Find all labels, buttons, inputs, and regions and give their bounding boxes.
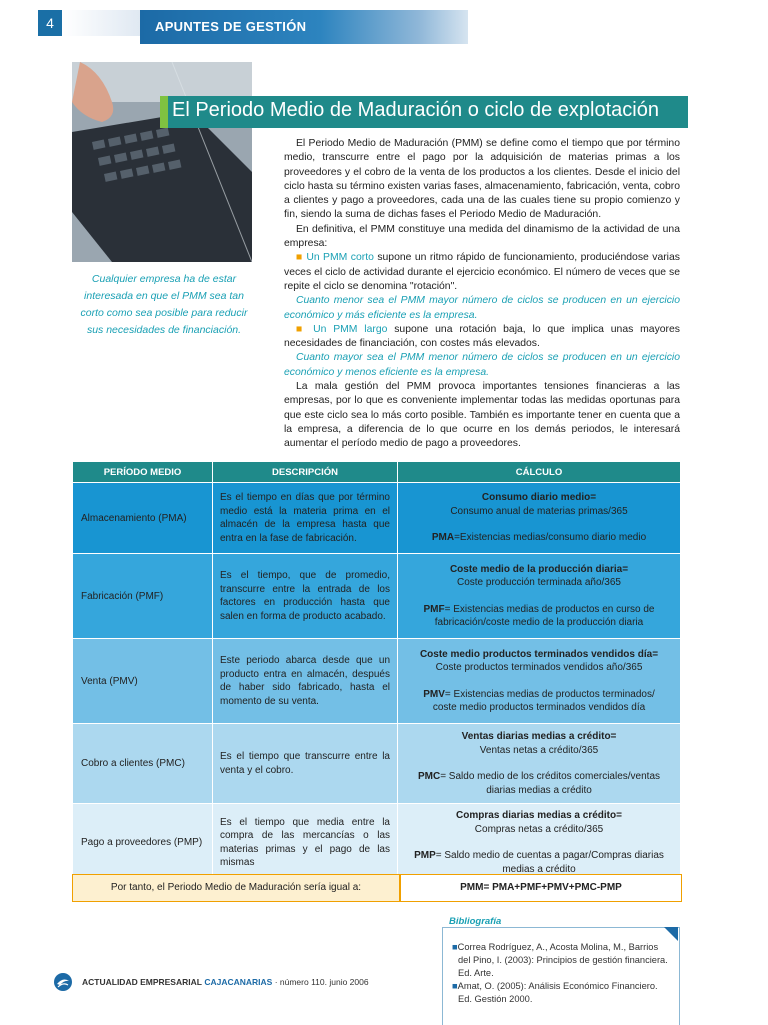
header-description: DESCRIPCIÓN <box>213 462 398 483</box>
calc-line: Coste productos terminados vendidos año/365 <box>435 662 643 673</box>
magazine-name: ACTUALIDAD EMPRESARIAL <box>82 977 202 987</box>
calc-title: Coste medio de la producción diaria= <box>449 563 629 575</box>
keyboard-hand-photo <box>72 62 252 262</box>
paragraph: En definitiva, el PMM constituye una medida del dinamismo de la actividad de una empresa: <box>284 223 680 250</box>
header-bar-left <box>62 10 142 36</box>
calc-formula: =Existencias medias/consumo diario medio <box>454 532 647 544</box>
description-cell: Este periodo abarca desde que un producto entra en almacén, después de haber sido fabricado, hasta el momento de su venta. <box>213 639 398 724</box>
summary-label: Por tanto, el Periodo Medio de Maduración sería igual a: <box>72 874 400 902</box>
table-row <box>73 804 681 882</box>
calculation-cell <box>398 483 681 554</box>
calc-title: Compras diarias medias a crédito= <box>456 810 622 821</box>
table-row <box>73 724 681 804</box>
calc-title: Ventas diarias medias a crédito= <box>461 731 617 742</box>
calc-formula: = Saldo medio de los créditos comerciales/ventas diarias medias a crédito <box>440 771 661 796</box>
header-calculation: CÁLCULO <box>398 462 681 483</box>
description-cell: Es el tiempo en días que por término medio está la materia prima en el almacén de la empresa hasta que entra en la fase de fabricación. <box>213 483 398 554</box>
description-cell: Es el tiempo, que de promedio, transcurre entre la entrada de los factores en producción hasta que salen en forma de producto acabado. <box>213 554 398 639</box>
calc-abbr: PMA <box>431 532 455 544</box>
bibliography-item: ■Correa Rodríguez, A., Acosta Molina, M., Barrios del Pino, I. (2003): Principios de gestión financiera. Ed. Arte. <box>452 942 668 978</box>
calc-abbr: PMP <box>414 850 436 861</box>
bullet-note: Cuanto menor sea el PMM mayor número de ciclos se producen en un ejercicio económico y más eficiente es la empresa. <box>284 295 680 321</box>
description-cell: Es el tiempo que transcurre entre la venta y el cobro. <box>213 724 398 804</box>
period-cell: Pago a proveedores (PMP) <box>73 804 213 882</box>
table-header-row <box>73 462 681 483</box>
calc-formula: = Saldo medio de cuentas a pagar/Compras diarias medias a crédito <box>435 850 664 875</box>
brand-name: CAJACANARIAS <box>204 977 273 987</box>
pull-quote: Cualquier empresa ha de estar interesada en que el PMM sea tan corto como sea posible para reducir sus necesidades de financiación. <box>80 273 248 336</box>
article-title: El Periodo Medio de Maduración o ciclo de explotación <box>172 99 659 121</box>
bullet-item <box>284 323 680 352</box>
bullet-icon: ■ <box>296 323 314 335</box>
bibliography-label: Bibliografía <box>449 916 502 927</box>
table-row <box>73 554 681 639</box>
cajacanarias-logo-icon <box>54 973 72 991</box>
calculation-cell <box>398 724 681 804</box>
keyboard-photo-icon <box>72 62 252 262</box>
bibliography-item: ■Amat, O. (2005): Análisis Económico Financiero. Ed. Gestión 2000. <box>452 981 658 1005</box>
paragraph: La mala gestión del PMM provoca importantes tensiones financieras a las empresas, por lo que es conveniente implementar todas las medidas oportunas para que este ciclo sea lo más corto posible. También es importante tener en cuenta que a la empresa, a diferencia de lo que ocurre en los demás periodos, le interesará aumentar el período medio de pago a proveedores. <box>284 381 680 450</box>
calc-line: Consumo anual de materias primas/365 <box>450 505 628 517</box>
footer <box>82 977 369 987</box>
calc-line: Ventas netas a crédito/365 <box>479 744 599 756</box>
bullet-icon: ■ <box>296 252 307 264</box>
bullet-term: Un PMM largo <box>313 323 388 335</box>
bullet-text: supone una rotación baja, lo que implica unas mayores necesidades de financiación, con costes más elevados. <box>284 323 680 350</box>
period-cell: Fabricación (PMF) <box>73 554 213 639</box>
calculation-cell <box>398 554 681 639</box>
bullet-note: Cuanto mayor sea el PMM menor número de ciclos se producen en un ejercicio económico y menos eficiente es la empresa. <box>284 352 680 378</box>
calc-line: Coste producción terminada año/365 <box>457 577 621 588</box>
summary-formula: PMM= PMA+PMF+PMV+PMC-PMP <box>400 874 682 902</box>
page-number: 4 <box>38 10 62 36</box>
calc-line: Compras netas a crédito/365 <box>474 823 604 835</box>
calc-formula: = Existencias medias de productos en curso de fabricación/coste medio de la producción diaria <box>434 603 655 628</box>
bullet-text: supone un ritmo rápido de funcionamiento, produciéndose varias veces el ciclo de actividad durante el ejercicio económico. El número de veces que se repite el ciclo se denomina "rotación". <box>284 252 680 292</box>
bullet-term: Un PMM corto <box>306 252 374 264</box>
issue-info: · número 110. junio 2006 <box>272 977 369 987</box>
description-cell: Es el tiempo que media entre la compra de las mercancías o las materias primas y el pago de las mismas <box>213 804 398 882</box>
section-title: APUNTES DE GESTIÓN <box>155 19 307 34</box>
calc-abbr: PMC <box>417 771 441 782</box>
bullet-item <box>284 251 680 294</box>
calculation-cell <box>398 804 681 882</box>
article-body <box>284 137 680 452</box>
period-cell: Venta (PMV) <box>73 639 213 724</box>
table-row <box>73 483 681 554</box>
calc-title: Consumo diario medio= <box>481 492 597 504</box>
table-row <box>73 639 681 724</box>
calc-formula: = Existencias medias de productos terminados/ coste medio productos terminados vendidos día <box>432 688 655 713</box>
header-period: PERÍODO MEDIO <box>73 462 213 483</box>
pmm-table <box>72 461 681 882</box>
paragraph: El Periodo Medio de Maduración (PMM) se define como el tiempo que por término medio, transcurre entre el pago por la adquisición de materias primas a los proveedores y el cobro de la venta de los productos a los clientes. Desde el inicio del ciclo hasta su término existen varias fases, almacenamiento, fabricación, venta, cobro a clientes y pago a proveedores, cada una de las cuales tiene su propio comienzo y fin, siendo la suma de dichas fases el Periodo Medio de Maduración. <box>284 138 680 221</box>
bibliography-list <box>452 941 672 1007</box>
calculation-cell <box>398 639 681 724</box>
calc-abbr: PMF <box>423 603 445 615</box>
period-cell: Almacenamiento (PMA) <box>73 483 213 554</box>
calc-abbr: PMV <box>423 688 445 700</box>
corner-fold-icon <box>664 927 678 941</box>
calc-title: Coste medio productos terminados vendidos día= <box>419 648 659 660</box>
period-cell: Cobro a clientes (PMC) <box>73 724 213 804</box>
